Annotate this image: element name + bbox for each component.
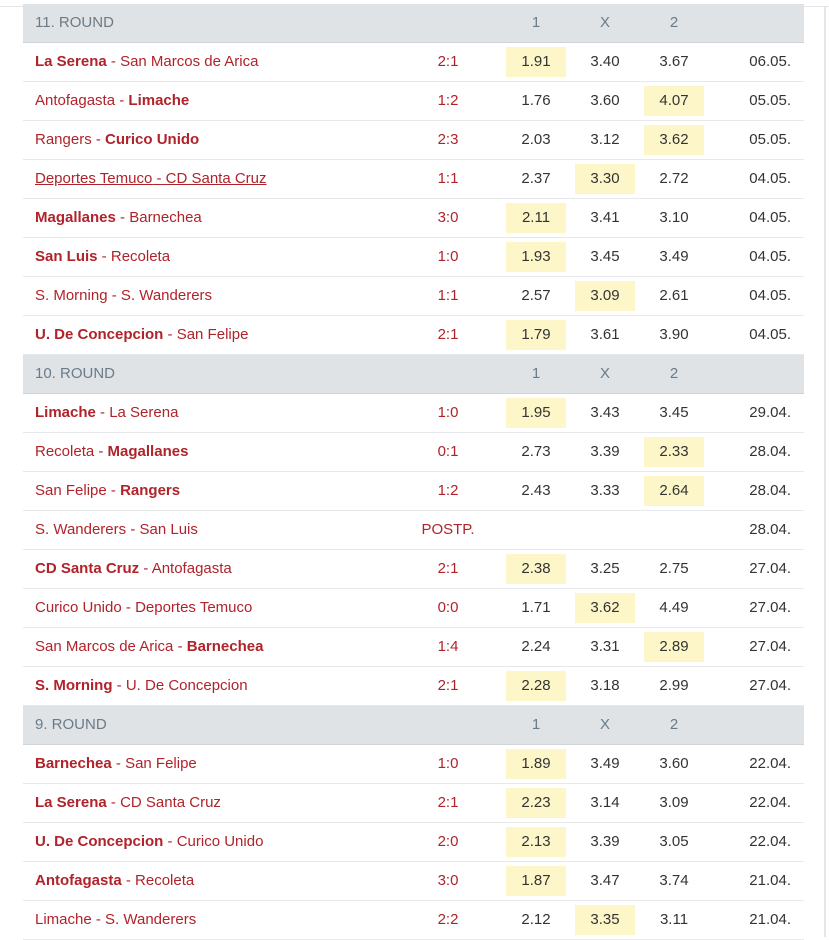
- odds-header-away: 2: [669, 365, 679, 382]
- odds-home[interactable]: 1.71: [521, 599, 551, 616]
- team-separator: -: [95, 404, 110, 421]
- match-date: 04.05.: [749, 287, 791, 304]
- odds-home[interactable]: 1.87: [506, 866, 566, 896]
- match-date: 28.04.: [749, 482, 791, 499]
- match-link[interactable]: [35, 316, 248, 354]
- match-score[interactable]: 2:1: [437, 677, 459, 694]
- match-date: 21.04.: [749, 872, 791, 889]
- match-date: 27.04.: [749, 638, 791, 655]
- match-score[interactable]: 1:0: [437, 248, 459, 265]
- away-team: San Felipe: [125, 755, 197, 772]
- match-row: [23, 82, 804, 121]
- match-link[interactable]: [35, 82, 189, 120]
- match-score[interactable]: 1:1: [437, 170, 459, 187]
- odds-home[interactable]: 2.28: [506, 671, 566, 701]
- match-link[interactable]: [35, 745, 197, 783]
- match-link[interactable]: [35, 394, 178, 432]
- home-team: La Serena: [35, 53, 107, 70]
- away-team: Curico Unido: [105, 131, 200, 148]
- team-separator: -: [91, 131, 106, 148]
- match-row: [23, 394, 804, 433]
- odds-home[interactable]: 1.76: [521, 92, 551, 109]
- match-row: [23, 745, 804, 784]
- odds-home[interactable]: 2.37: [521, 170, 551, 187]
- home-team: Barnechea: [35, 755, 112, 772]
- team-separator: -: [94, 443, 108, 460]
- match-score[interactable]: 1:2: [437, 482, 459, 499]
- team-separator: -: [115, 92, 129, 109]
- match-date: 04.05.: [749, 248, 791, 265]
- results-table: [23, 4, 804, 940]
- round-header: [23, 706, 804, 745]
- home-team: Antofagasta: [35, 872, 122, 889]
- team-separator: -: [173, 638, 187, 655]
- away-team: Recoleta: [135, 872, 195, 889]
- match-score[interactable]: 2:2: [437, 911, 459, 928]
- match-link[interactable]: [35, 667, 248, 705]
- match-date: 28.04.: [749, 443, 791, 460]
- team-separator: -: [115, 209, 130, 226]
- match-row: [23, 628, 804, 667]
- match-link[interactable]: [35, 433, 188, 471]
- odds-away[interactable]: 2.61: [659, 287, 689, 304]
- odds-header-home: 1: [531, 14, 541, 31]
- round-title: 11. ROUND: [35, 14, 114, 31]
- odds-away[interactable]: 3.05: [659, 833, 689, 850]
- match-link[interactable]: [35, 199, 202, 237]
- odds-header-away: 2: [669, 14, 679, 31]
- match-row: [23, 433, 804, 472]
- match-link[interactable]: [35, 550, 232, 588]
- match-link[interactable]: [35, 277, 212, 315]
- match-date: 29.04.: [749, 404, 791, 421]
- match-score[interactable]: 2:1: [437, 794, 459, 811]
- team-separator: -: [111, 755, 126, 772]
- odds-draw[interactable]: 3.09: [575, 281, 635, 311]
- odds-header-away: 2: [669, 716, 679, 733]
- match-date: 04.05.: [749, 209, 791, 226]
- odds-away[interactable]: 2.89: [644, 632, 704, 662]
- match-date: 28.04.: [749, 521, 791, 538]
- match-date: 22.04.: [749, 755, 791, 772]
- team-separator: -: [106, 53, 121, 70]
- odds-home[interactable]: 2.23: [506, 788, 566, 818]
- odds-draw[interactable]: 3.18: [590, 677, 620, 694]
- odds-draw[interactable]: [575, 515, 635, 545]
- match-score[interactable]: 2:1: [437, 326, 459, 343]
- match-row: [23, 121, 804, 160]
- match-date: 04.05.: [749, 326, 791, 343]
- home-team: Recoleta: [35, 443, 95, 460]
- odds-home[interactable]: 1.95: [506, 398, 566, 428]
- match-score[interactable]: 1:2: [437, 92, 459, 109]
- odds-draw[interactable]: 3.40: [590, 53, 620, 70]
- odds-away[interactable]: [644, 515, 704, 545]
- round-title: 9. ROUND: [35, 716, 107, 733]
- odds-home[interactable]: [506, 515, 566, 545]
- odds-away[interactable]: 3.10: [659, 209, 689, 226]
- match-link[interactable]: [35, 160, 267, 198]
- match-date: 22.04.: [749, 794, 791, 811]
- match-link[interactable]: [35, 589, 252, 627]
- match-link[interactable]: [35, 901, 196, 939]
- odds-away[interactable]: 2.33: [644, 437, 704, 467]
- team-separator: -: [112, 677, 126, 694]
- round-header: [23, 355, 804, 394]
- odds-away[interactable]: 3.11: [659, 911, 689, 928]
- odds-away[interactable]: 3.45: [659, 404, 689, 421]
- away-team: La Serena: [109, 404, 179, 421]
- away-team: Limache: [128, 92, 190, 109]
- odds-draw[interactable]: 3.47: [590, 872, 620, 889]
- odds-away[interactable]: 3.90: [659, 326, 689, 343]
- odds-home[interactable]: 2.57: [521, 287, 551, 304]
- away-team: San Felipe: [176, 326, 249, 343]
- match-row: [23, 316, 804, 355]
- team-separator: -: [163, 326, 177, 343]
- match-row: [23, 43, 804, 82]
- match-row: [23, 472, 804, 511]
- odds-home[interactable]: 1.79: [506, 320, 566, 350]
- odds-away[interactable]: 4.49: [659, 599, 689, 616]
- away-team: Barnechea: [129, 209, 202, 226]
- away-team: Curico Unido: [176, 833, 264, 850]
- team-separator: -: [106, 794, 121, 811]
- odds-draw[interactable]: 3.25: [590, 560, 620, 577]
- team-separator: -: [139, 560, 152, 577]
- scrollbar-track[interactable]: [824, 6, 826, 937]
- match-date: 04.05.: [749, 170, 791, 187]
- odds-draw[interactable]: 3.49: [590, 755, 620, 772]
- away-team: CD Santa Cruz: [165, 170, 267, 187]
- match-link[interactable]: [35, 628, 263, 666]
- match-score[interactable]: 0:1: [437, 443, 459, 460]
- odds-draw[interactable]: 3.39: [590, 443, 620, 460]
- match-link[interactable]: [35, 43, 258, 81]
- match-date: 05.05.: [749, 131, 791, 148]
- odds-home[interactable]: 1.93: [506, 242, 566, 272]
- away-team: San Luis: [139, 521, 198, 538]
- team-separator: -: [106, 482, 121, 499]
- odds-away[interactable]: 3.62: [644, 125, 704, 155]
- odds-home[interactable]: 1.91: [506, 47, 566, 77]
- match-row: [23, 862, 804, 901]
- team-separator: -: [152, 170, 166, 187]
- home-team: U. De Concepcion: [35, 833, 164, 850]
- home-team: S. Wanderers: [35, 521, 127, 538]
- away-team: CD Santa Cruz: [120, 794, 221, 811]
- odds-away[interactable]: 3.74: [659, 872, 689, 889]
- odds-draw[interactable]: 3.35: [575, 905, 635, 935]
- home-team: Antofagasta: [35, 92, 116, 109]
- team-separator: -: [97, 248, 111, 265]
- match-row: [23, 784, 804, 823]
- match-score[interactable]: 0:0: [437, 599, 459, 616]
- away-team: Antofagasta: [151, 560, 232, 577]
- odds-draw[interactable]: 3.12: [590, 131, 620, 148]
- odds-away[interactable]: 3.49: [659, 248, 689, 265]
- match-row: [23, 199, 804, 238]
- match-link[interactable]: [35, 784, 221, 822]
- team-separator: -: [121, 599, 136, 616]
- match-date: 27.04.: [749, 599, 791, 616]
- odds-away[interactable]: 3.67: [659, 53, 689, 70]
- home-team: Limache: [35, 911, 92, 928]
- away-team: Rangers: [120, 482, 181, 499]
- away-team: San Marcos de Arica: [120, 53, 259, 70]
- away-team: S. Wanderers: [120, 287, 213, 304]
- match-link[interactable]: [35, 472, 180, 510]
- odds-home[interactable]: 2.38: [506, 554, 566, 584]
- round-header: [23, 4, 804, 43]
- away-team: Recoleta: [110, 248, 171, 265]
- match-link[interactable]: [35, 238, 170, 276]
- home-team: U. De Concepcion: [35, 326, 164, 343]
- away-team: U. De Concepcion: [125, 677, 248, 694]
- match-row: [23, 160, 804, 199]
- odds-away[interactable]: 2.64: [644, 476, 704, 506]
- odds-away[interactable]: 3.09: [659, 794, 689, 811]
- match-score[interactable]: 1:0: [437, 404, 459, 421]
- round-title: 10. ROUND: [35, 365, 116, 382]
- match-row: [23, 550, 804, 589]
- match-date: 27.04.: [749, 560, 791, 577]
- odds-header-draw: X: [599, 14, 610, 31]
- match-row: [23, 511, 804, 550]
- home-team: San Marcos de Arica: [35, 638, 174, 655]
- odds-home[interactable]: 2.43: [521, 482, 551, 499]
- team-separator: -: [107, 287, 121, 304]
- home-team: Magallanes: [35, 209, 116, 226]
- odds-draw[interactable]: 3.61: [590, 326, 620, 343]
- odds-draw[interactable]: 3.62: [575, 593, 635, 623]
- match-score[interactable]: 3:0: [437, 872, 459, 889]
- match-score[interactable]: 2:3: [437, 131, 459, 148]
- odds-draw[interactable]: 3.14: [590, 794, 620, 811]
- match-link[interactable]: [35, 823, 263, 861]
- odds-draw[interactable]: 3.45: [590, 248, 620, 265]
- home-team: S. Morning: [35, 677, 113, 694]
- odds-draw[interactable]: 3.41: [590, 209, 620, 226]
- odds-draw[interactable]: 3.33: [590, 482, 620, 499]
- home-team: Limache: [35, 404, 96, 421]
- home-team: Curico Unido: [35, 599, 122, 616]
- home-team: Deportes Temuco: [35, 170, 153, 187]
- away-team: Barnechea: [186, 638, 264, 655]
- team-separator: -: [163, 833, 177, 850]
- team-separator: -: [126, 521, 140, 538]
- match-score[interactable]: 1:0: [437, 755, 459, 772]
- match-date: 22.04.: [749, 833, 791, 850]
- match-link[interactable]: [35, 862, 194, 900]
- odds-draw[interactable]: 3.31: [590, 638, 620, 655]
- match-row: [23, 667, 804, 706]
- odds-home[interactable]: 2.24: [521, 638, 551, 655]
- odds-away[interactable]: 3.60: [659, 755, 689, 772]
- odds-draw[interactable]: 3.43: [590, 404, 620, 421]
- odds-away[interactable]: 2.72: [659, 170, 689, 187]
- match-score[interactable]: 2:0: [437, 833, 459, 850]
- away-team: Deportes Temuco: [135, 599, 253, 616]
- home-team: CD Santa Cruz: [35, 560, 140, 577]
- away-team: S. Wanderers: [105, 911, 197, 928]
- match-row: [23, 589, 804, 628]
- match-score[interactable]: 1:4: [437, 638, 459, 655]
- odds-header-draw: X: [599, 716, 610, 733]
- odds-home[interactable]: 2.73: [521, 443, 551, 460]
- home-team: S. Morning: [35, 287, 108, 304]
- team-separator: -: [121, 872, 136, 889]
- odds-draw[interactable]: 3.30: [575, 164, 635, 194]
- odds-away[interactable]: 2.99: [659, 677, 689, 694]
- match-row: [23, 277, 804, 316]
- match-date: 27.04.: [749, 677, 791, 694]
- odds-draw[interactable]: 3.60: [590, 92, 620, 109]
- odds-draw[interactable]: 3.39: [590, 833, 620, 850]
- odds-home[interactable]: 2.13: [506, 827, 566, 857]
- match-score[interactable]: 3:0: [437, 209, 459, 226]
- odds-home[interactable]: 1.89: [506, 749, 566, 779]
- match-row: [23, 238, 804, 277]
- odds-header-home: 1: [531, 365, 541, 382]
- odds-home[interactable]: 2.12: [521, 911, 551, 928]
- match-link[interactable]: [35, 511, 198, 549]
- match-score[interactable]: 2:1: [437, 560, 459, 577]
- match-score[interactable]: POSTP.: [421, 521, 475, 538]
- match-row: [23, 823, 804, 862]
- odds-home[interactable]: 2.03: [521, 131, 551, 148]
- match-link[interactable]: [35, 121, 199, 159]
- match-date: 06.05.: [749, 53, 791, 70]
- team-separator: -: [91, 911, 106, 928]
- home-team: San Luis: [35, 248, 98, 265]
- odds-home[interactable]: 2.11: [506, 203, 566, 233]
- match-score[interactable]: 1:1: [437, 287, 459, 304]
- odds-away[interactable]: 4.07: [644, 86, 704, 116]
- odds-away[interactable]: 2.75: [659, 560, 689, 577]
- match-date: 21.04.: [749, 911, 791, 928]
- odds-header-draw: X: [599, 365, 610, 382]
- home-team: Rangers: [35, 131, 92, 148]
- match-score[interactable]: 2:1: [437, 53, 459, 70]
- home-team: La Serena: [35, 794, 107, 811]
- away-team: Magallanes: [107, 443, 189, 460]
- match-row: [23, 901, 804, 940]
- match-date: 05.05.: [749, 92, 791, 109]
- odds-header-home: 1: [531, 716, 541, 733]
- home-team: San Felipe: [35, 482, 107, 499]
